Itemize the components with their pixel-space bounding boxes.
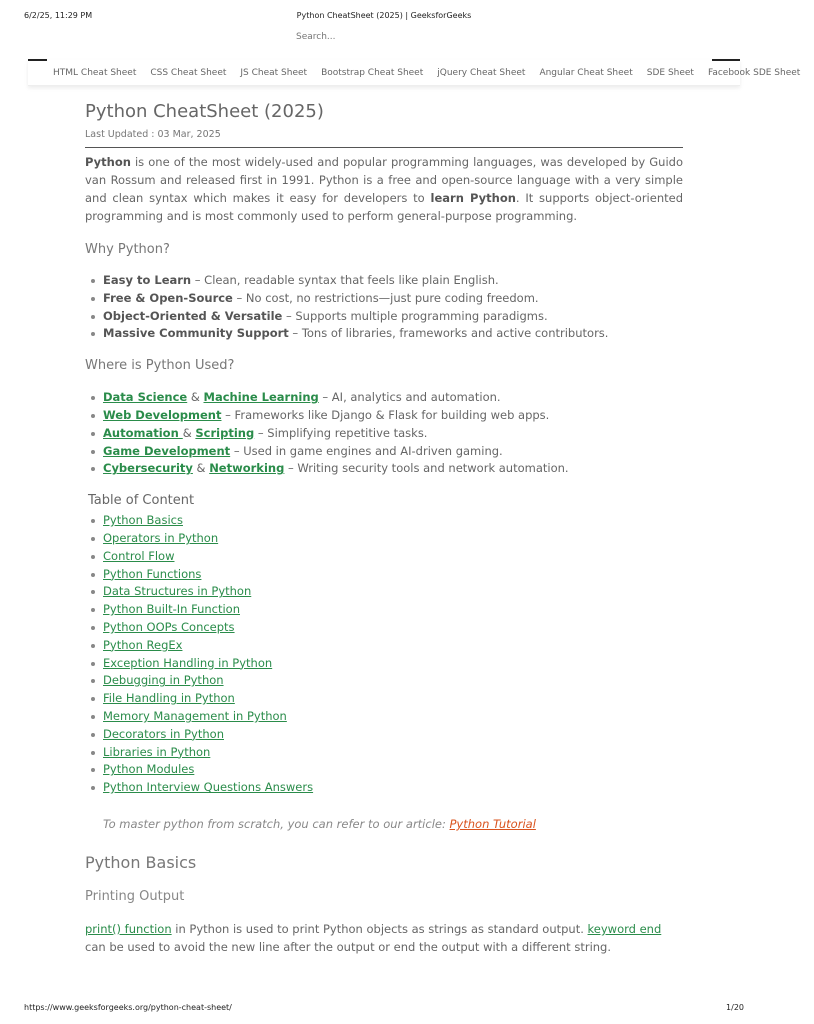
scripting-link[interactable]: Scripting (195, 425, 255, 440)
toc-link-control-flow[interactable]: Control Flow (103, 548, 175, 563)
toc-item (91, 726, 683, 744)
cybersecurity-link[interactable]: Cybersecurity (103, 461, 193, 476)
python-basics-heading: Python Basics (85, 852, 197, 872)
intro-bold-python: Python (85, 155, 131, 169)
toc-item (91, 512, 683, 530)
toc-link-interview[interactable]: Python Interview Questions Answers (103, 780, 314, 795)
page-number: 1/20 (726, 1003, 744, 1012)
printing-paragraph: print() function in Python is used to print Python objects as strings as standard output. keyword end can be used to avoid the new line after the output or end the output with a different string. (85, 921, 662, 954)
toc-link-libraries[interactable]: Libraries in Python (103, 744, 211, 759)
why-python-list (91, 272, 683, 343)
list-item: Game Development – Used in game engines and AI-driven gaming. (91, 443, 683, 461)
search-input[interactable]: Search... (296, 32, 336, 42)
networking-link[interactable]: Networking (209, 461, 285, 476)
toc-link-file-handling[interactable]: File Handling in Python (103, 691, 235, 706)
toc-link-decorators[interactable]: Decorators in Python (103, 726, 224, 741)
list-item: Web Development – Frameworks like Django & Flask for building web apps. (91, 407, 683, 425)
list-item: Free & Open-Source – No cost, no restrictions—just pure coding freedom. (91, 290, 683, 308)
toc-link-python-basics[interactable]: Python Basics (103, 513, 183, 528)
list-item: Easy to Learn – Clean, readable syntax that feels like plain English. (91, 272, 683, 290)
toc-link-operators[interactable]: Operators in Python (103, 530, 219, 545)
toc-link-data-structures[interactable]: Data Structures in Python (103, 584, 252, 599)
toc-item (91, 655, 683, 673)
list-item: Object-Oriented & Versatile – Supports multiple programming paradigms. (91, 308, 683, 326)
toc-link-exceptions[interactable]: Exception Handling in Python (103, 655, 273, 670)
toc-heading: Table of Content (88, 493, 195, 509)
machine-learning-link[interactable]: Machine Learning (203, 390, 319, 405)
where-used-list (91, 389, 683, 478)
nav-item-html[interactable]: HTML Cheat Sheet (53, 68, 137, 78)
toc-link-modules[interactable]: Python Modules (103, 762, 195, 777)
keyword-end-link[interactable]: keyword end (587, 921, 662, 936)
list-item: Cybersecurity & Networking – Writing security tools and network automation. (91, 460, 683, 478)
toc-item (91, 744, 683, 762)
toc-item (91, 530, 683, 548)
nav-item-angular[interactable]: Angular Cheat Sheet (539, 68, 633, 78)
toc-item (91, 583, 683, 601)
list-item: Massive Community Support – Tons of libraries, frameworks and active contributors. (91, 325, 683, 343)
table-of-contents (91, 512, 683, 797)
article-title: Python CheatSheet (2025) (85, 101, 324, 122)
toc-item (91, 619, 683, 637)
python-tutorial-link[interactable]: Python Tutorial (449, 816, 536, 831)
nav-item-facebook-sde[interactable]: Facebook SDE Sheet (707, 68, 801, 78)
web-development-link[interactable]: Web Development (103, 407, 222, 422)
print-function-link[interactable]: print() function (85, 921, 172, 936)
toc-link-functions[interactable]: Python Functions (103, 566, 202, 581)
toc-item (91, 761, 683, 779)
automation-link[interactable]: Automation (103, 425, 183, 440)
nav-item-jquery[interactable]: jQuery Cheat Sheet (437, 68, 526, 78)
toc-item (91, 690, 683, 708)
data-science-link[interactable]: Data Science (103, 390, 188, 405)
toc-item (91, 637, 683, 655)
toc-item (91, 779, 683, 797)
toc-link-memory[interactable]: Memory Management in Python (103, 708, 287, 723)
print-page-title: Python CheatSheet (2025) | GeeksforGeeks (296, 11, 472, 20)
toc-item (91, 566, 683, 584)
toc-item (91, 708, 683, 726)
toc-link-debugging[interactable]: Debugging in Python (103, 673, 224, 688)
game-development-link[interactable]: Game Development (103, 443, 231, 458)
last-updated: Last Updated : 03 Mar, 2025 (85, 129, 683, 148)
print-url: https://www.geeksforgeeks.org/python-cheat-sheet/ (24, 1003, 232, 1012)
printing-output-heading: Printing Output (85, 888, 185, 904)
toc-item (91, 548, 683, 566)
print-header (0, 0, 768, 28)
print-date: 6/2/25, 11:29 PM (24, 11, 93, 20)
toc-link-regex[interactable]: Python RegEx (103, 637, 183, 652)
list-item: Data Science & Machine Learning – AI, analytics and automation. (91, 389, 683, 407)
intro-bold-learn: learn Python (430, 191, 516, 205)
intro-paragraph: Python is one of the most widely-used and popular programming languages, was developed by Guido van Rossum and released first in 1991. Python is a free and open-source language with a very simple and clean syntax which makes it easy for developers to learn Python. It supports object-oriented programming and is most commonly used to perform general-purpose programming. (85, 155, 683, 223)
list-item: Automation & Scripting – Simplifying repetitive tasks. (91, 425, 683, 443)
toc-item (91, 672, 683, 690)
article (85, 100, 683, 956)
nav-item-js[interactable]: JS Cheat Sheet (240, 68, 308, 78)
toc-link-built-in[interactable]: Python Built-In Function (103, 602, 240, 617)
cheatsheet-nav (28, 60, 801, 86)
where-used-heading: Where is Python Used? (85, 358, 235, 374)
nav-item-bootstrap[interactable]: Bootstrap Cheat Sheet (321, 68, 424, 78)
nav-item-sde[interactable]: SDE Sheet (646, 68, 694, 78)
nav-item-css[interactable]: CSS Cheat Sheet (150, 68, 227, 78)
tutorial-tip: To master python from scratch, you can refer to our article: Python Tutorial (103, 816, 536, 831)
toc-item (91, 601, 683, 619)
why-python-heading: Why Python? (85, 242, 170, 257)
toc-link-oops[interactable]: Python OOPs Concepts (103, 619, 235, 634)
